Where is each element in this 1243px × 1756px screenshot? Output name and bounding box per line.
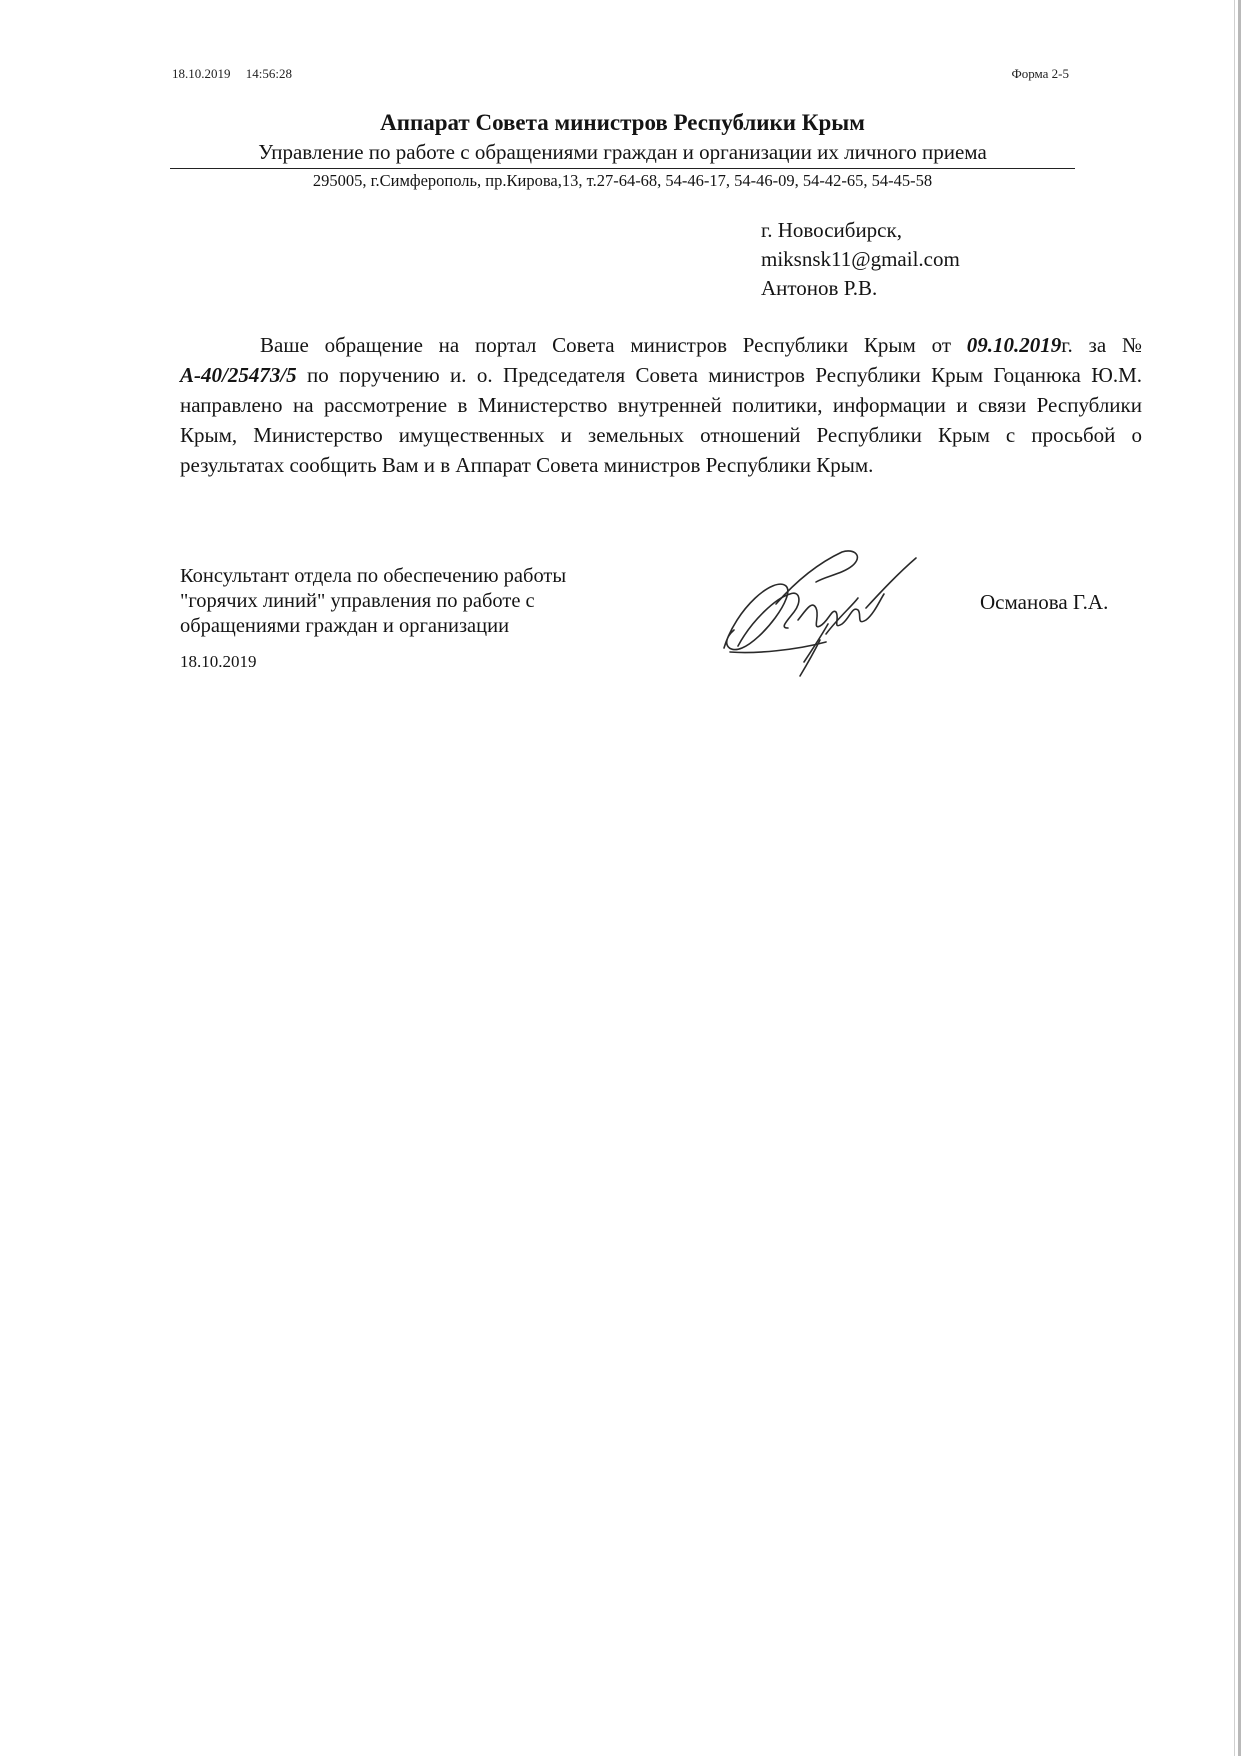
handwritten-signature — [716, 548, 926, 686]
body-text-main: по поручению и. о. Председателя Совета министров Республики Крым Гоцанюка Ю.М. направлено на рассмотрение в Министерство внутренней политики, информации и связи Республики Крым, Министерство имущественных и земельных отношений Республики Крым с просьбой о результатах сообщить Вам и в Аппарат Совета министров Республики Крым. — [180, 363, 1142, 477]
form-number: Форма 2-5 — [1011, 66, 1069, 81]
scan-edge — [1238, 0, 1241, 1756]
signature-date: 18.10.2019 — [180, 652, 257, 671]
recipient-email: miksnsk11@gmail.com — [761, 247, 960, 271]
organization-name: Аппарат Совета министров Республики Крым — [380, 110, 865, 135]
appeal-date: 09.10.2019 — [966, 333, 1062, 357]
letterhead — [170, 108, 1075, 193]
recipient-city: г. Новосибирск, — [761, 218, 902, 242]
letter-body — [180, 330, 1142, 480]
scan-edge — [1234, 0, 1235, 1756]
body-text-number-prefix: г. за № — [1061, 333, 1142, 357]
signer-position-line: "горячих линий" управления по работе с — [180, 590, 535, 612]
recipient-name: Антонов Р.В. — [761, 276, 878, 300]
signee-name: Османова Г.А. — [980, 590, 1109, 614]
signer-position-line: обращениями граждан и организации — [180, 615, 510, 637]
body-paragraph — [180, 330, 1142, 480]
signer-position — [180, 564, 680, 639]
signer-position-line: Консультант отдела по обеспечению работы — [180, 565, 567, 587]
body-text-intro: Ваше обращение на портал Совета министров Республики Крым от — [260, 333, 967, 357]
department-name: Управление по работе с обращениями граждан и организации их личного приема — [170, 138, 1075, 169]
appeal-number: А-40/25473/5 — [180, 363, 297, 387]
recipient-block — [761, 216, 960, 303]
organization-address: 295005, г.Симферополь, пр.Кирова,13, т.27-64-68, 54-46-17, 54-46-09, 54-42-65, 54-45-58 — [312, 171, 933, 190]
print-datetime: 18.10.2019 14:56:28 — [172, 66, 292, 81]
